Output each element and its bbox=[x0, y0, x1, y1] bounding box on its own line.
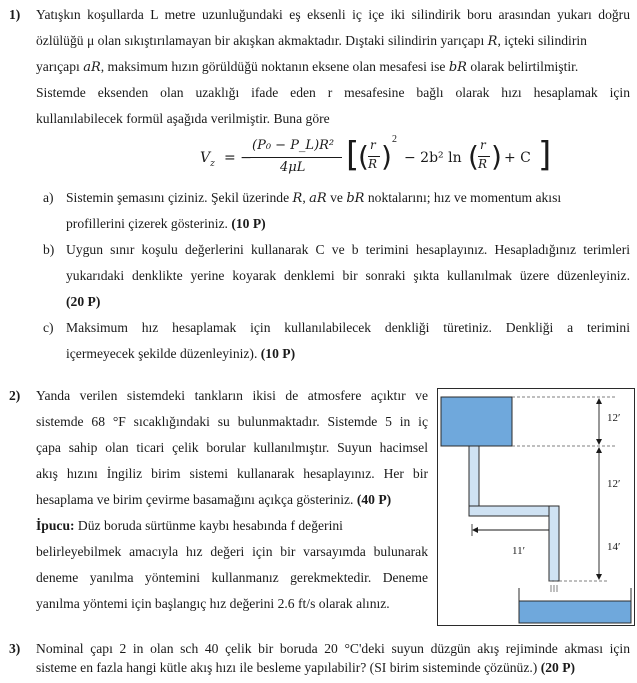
eq-numerator: (P₀ − P_L)R² bbox=[252, 138, 335, 153]
q2-line-1: Yanda verilen sistemdeki tankların ikisi de atmosfere açıktır ve bbox=[36, 388, 428, 403]
q2-hint-line-1: İpucu: Düz boruda sürtünme kaybı hesabında f değerini bbox=[36, 518, 343, 533]
eq-square: 2 bbox=[392, 134, 397, 145]
part-b-line-1: Uygun sınır koşulu değerlerini kullanarak C ve b terimini hesaplayınız. Hesapladığınız terimleri bbox=[66, 242, 630, 257]
part-c-line-1: Maksimum hız hesaplamak için kullanılabilecek denkliği türetiniz. Denkliği a terimini bbox=[66, 320, 630, 335]
eq-plus-c: + C bbox=[504, 150, 531, 166]
eq-fraction-bar bbox=[250, 157, 342, 158]
dim-label-top: 12′ bbox=[607, 412, 621, 424]
q2-line-3: çapa sahip olan ticari çelik borular kullanılmıştır. Suyun hacimsel bbox=[36, 440, 428, 455]
q2-hint-line-2: belirleyebilmek amacıyla hız değeri için bir varsayımda bulunarak bbox=[36, 544, 428, 559]
eq-left-bracket: [ bbox=[346, 135, 360, 175]
part-a-line-1: Sistemin şemasını çiziniz. Şekil üzerinde R, aR ve bR noktalarını; hız ve momentum akısı bbox=[66, 190, 562, 206]
q3-line-1: Nominal çapı 2 in olan sch 40 çelik bir boruda 20 °C'deki suyun düzgün akış rejiminde akması için bbox=[36, 641, 630, 656]
eq-left-paren: ( bbox=[358, 140, 369, 173]
question-1-number: 1) bbox=[9, 7, 21, 22]
eq-right-bracket: ] bbox=[538, 135, 552, 175]
part-c-line-2: içermeyecek şekilde düzenleyiniz). (10 P) bbox=[66, 346, 296, 361]
eq-equals: = − bbox=[224, 150, 252, 166]
eq-frac-r: r bbox=[370, 138, 376, 152]
question-3-number: 3) bbox=[9, 641, 21, 656]
eq-left-paren-2: ( bbox=[468, 140, 479, 173]
tank-system-diagram bbox=[437, 388, 635, 626]
question-2-number: 2) bbox=[9, 388, 21, 403]
eq-frac-R: R bbox=[368, 157, 378, 171]
eq-right-paren: ) bbox=[381, 140, 392, 173]
velocity-equation bbox=[200, 134, 500, 184]
part-c-label: c) bbox=[43, 320, 54, 335]
q1-line-4: Sistemde eksenden olan uzaklığı ifade eden r mesafesine bağlı olarak hızı hesaplamak için bbox=[36, 85, 630, 100]
q2-line-2: sistemde 68 °F sıcaklığındaki su bulunmaktadır. Sistemde 5 in iç bbox=[36, 414, 428, 429]
q2-hint-line-4: yanılma yöntemi için başlangıç hız değerini 2.6 ft/s olarak alınız. bbox=[36, 596, 390, 611]
pipe-horizontal bbox=[469, 506, 559, 516]
part-b-line-2: yukarıdaki denklikte yerine koyarak denklemi bir sonraki şıkta kullanılmak üzere düzenleyiniz. bbox=[66, 268, 630, 283]
eq-right-paren-2: ) bbox=[491, 140, 502, 173]
part-b-points: (20 P) bbox=[66, 294, 101, 309]
part-a-line-2: profillerini çizerek gösteriniz. (10 P) bbox=[66, 216, 266, 231]
dim-label-mid: 12′ bbox=[607, 478, 621, 490]
hint-label: İpucu: bbox=[36, 518, 75, 533]
q2-hint-line-3: deneme yanılma yöntemini kullanmanız gerekmektedir. Deneme bbox=[36, 570, 428, 585]
q2-line-5: hesaplama ve birim çevirme basamağını açıkça gösteriniz. (40 P) bbox=[36, 492, 392, 507]
eq-middle: − 2b² ln bbox=[404, 150, 462, 166]
dim-label-right: 14′ bbox=[607, 541, 621, 553]
part-a-label: a) bbox=[43, 190, 54, 205]
eq-frac-R-2: R bbox=[478, 157, 488, 171]
eq-lhs: $V_z$ bbox=[200, 150, 215, 169]
eq-denominator: 4μL bbox=[280, 160, 306, 175]
part-b-label: b) bbox=[43, 242, 55, 257]
q3-line-2: sisteme en fazla hangi kütle akış hızı ile besleme yapılabilir? (SI birim sisteminde çözünüz.) (20 P) bbox=[36, 660, 576, 675]
q1-line-5: kullanılabilecek formül aşağıda verilmiştir. Buna göre bbox=[36, 111, 330, 126]
q1-line-1: Yatışkın koşullarda L metre uzunluğundaki eş eksenli iç içe iki silindirik boru arasından yukarı doğru bbox=[36, 7, 630, 22]
upper-tank bbox=[441, 397, 512, 446]
q1-line-2: özlülüğü μ olan sıkıştırılamayan bir akışkan akmaktadır. Dıştaki silindirin yarıçapı R, içteki silindirin bbox=[36, 33, 587, 49]
pipe-vertical-2 bbox=[549, 506, 559, 581]
q2-line-4: akış hızını İngiliz birim sistemi kullanarak hesaplayınız. Her bir bbox=[36, 466, 428, 481]
pipe-vertical-1 bbox=[469, 446, 479, 512]
lower-tank bbox=[519, 601, 631, 623]
eq-frac-r-2: r bbox=[480, 138, 486, 152]
dim-label-horizontal: 11′ bbox=[512, 545, 525, 557]
q1-line-3: yarıçapı aR, maksimum hızın görüldüğü noktanın eksene olan mesafesi ise bR olarak belirtilmiştir. bbox=[36, 59, 579, 75]
